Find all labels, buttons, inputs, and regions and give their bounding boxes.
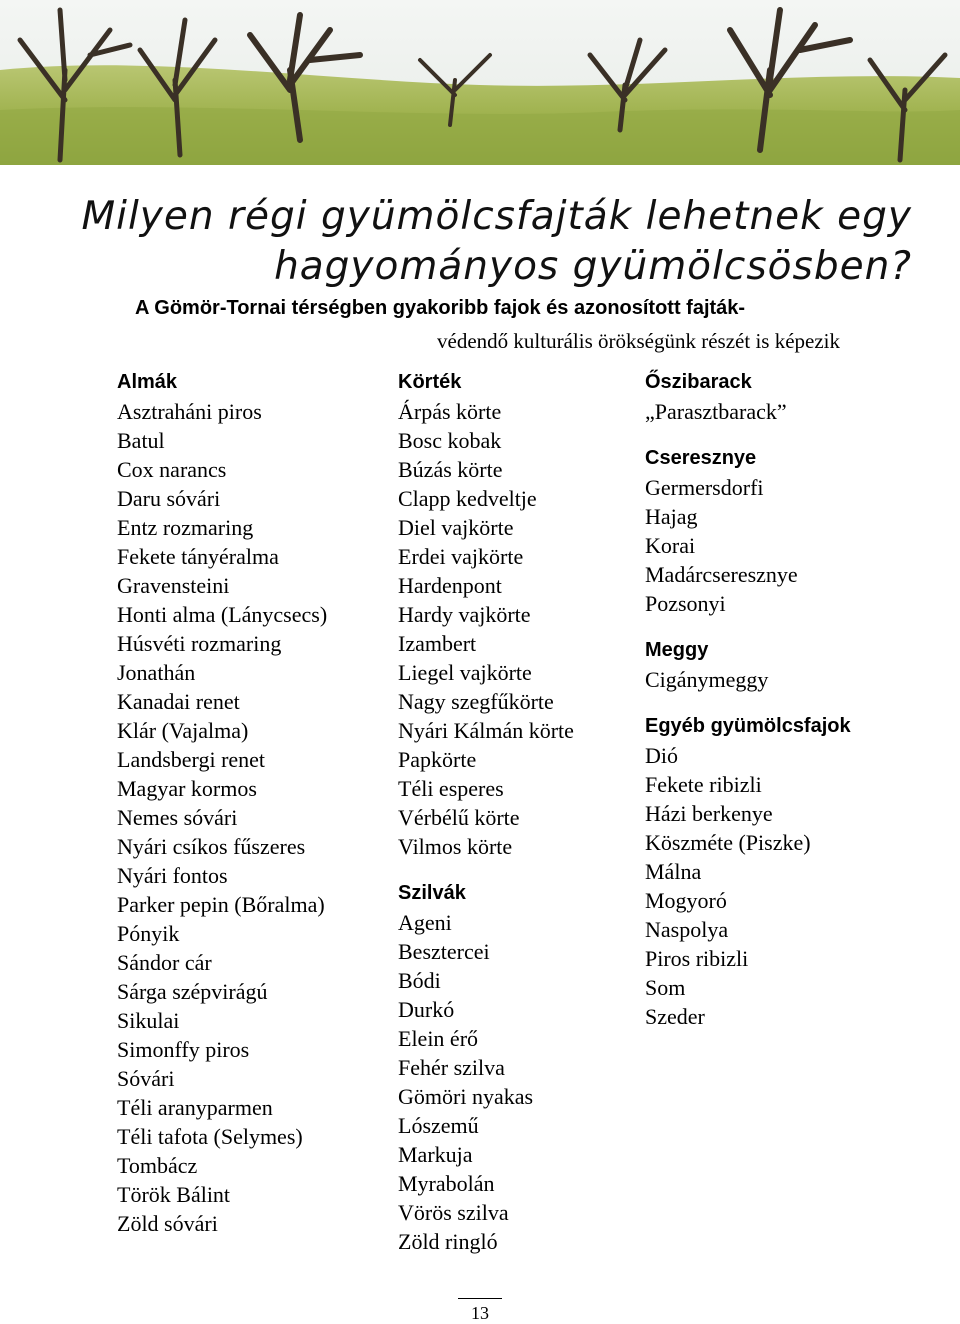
variety-item: Házi berkenye: [645, 801, 773, 826]
variety-list: [398, 908, 638, 1256]
variety-item: Besztercei: [398, 939, 490, 964]
variety-item: Fehér szilva: [398, 1055, 505, 1080]
variety-item: Hardenpont: [398, 573, 502, 598]
subtitle-line-1: A Gömör-Tornai térségben gyakoribb fajok és azonosított fajták-: [135, 297, 746, 319]
variety-item: Sikulai: [117, 1008, 180, 1033]
variety-item: Vérbélű körte: [398, 805, 520, 830]
section-heading: Őszibarack: [645, 371, 752, 393]
variety-list: [117, 397, 387, 1238]
variety-item: Landsbergi renet: [117, 747, 266, 772]
variety-item: Pozsonyi: [645, 591, 726, 616]
variety-list: [645, 473, 905, 618]
variety-item: Téli esperes: [398, 776, 504, 801]
variety-item: Daru sóvári: [117, 486, 221, 511]
variety-item: Erdei vajkörte: [398, 544, 524, 569]
variety-item: Nyári fontos: [117, 863, 228, 888]
variety-item: Gravensteini: [117, 573, 230, 598]
variety-item: Bódi: [398, 968, 441, 993]
variety-item: Magyar kormos: [117, 776, 257, 801]
variety-item: Pónyik: [117, 921, 180, 946]
variety-item: Sóvári: [117, 1066, 175, 1091]
variety-item: Honti alma (Lánycsecs): [117, 602, 328, 627]
column-2: [398, 368, 638, 1274]
variety-item: Sándor cár: [117, 950, 212, 975]
variety-item: Markuja: [398, 1142, 473, 1167]
fruit-section: [645, 636, 905, 694]
section-heading: Szilvák: [398, 882, 466, 904]
variety-list: [398, 397, 638, 861]
variety-item: Szeder: [645, 1004, 705, 1029]
variety-item: Nyári csíkos fűszeres: [117, 834, 306, 859]
variety-item: Cigánymeggy: [645, 667, 769, 692]
fruit-section: [645, 368, 905, 426]
variety-list: [645, 665, 905, 694]
variety-item: Hardy vajkörte: [398, 602, 531, 627]
variety-item: Asztraháni piros: [117, 399, 262, 424]
variety-item: Fekete ribizli: [645, 772, 762, 797]
variety-item: Téli aranyparmen: [117, 1095, 273, 1120]
variety-list: [645, 397, 905, 426]
variety-item: Elein érő: [398, 1026, 479, 1051]
column-1: [117, 368, 387, 1256]
variety-item: Hajag: [645, 504, 698, 529]
variety-item: „Parasztbarack”: [645, 399, 787, 424]
variety-item: Som: [645, 975, 686, 1000]
variety-item: Klár (Vajalma): [117, 718, 249, 743]
variety-item: Durkó: [398, 997, 455, 1022]
variety-item: Nagy szegfűkörte: [398, 689, 554, 714]
variety-item: Parker pepin (Bőralma): [117, 892, 325, 917]
variety-item: Cox narancs: [117, 457, 227, 482]
variety-item: Nemes sóvári: [117, 805, 238, 830]
fruit-section: [117, 368, 387, 1238]
page-number: 13: [458, 1298, 502, 1324]
fruit-section: [645, 712, 905, 1031]
variety-item: Dió: [645, 743, 678, 768]
variety-item: Madárcseresznye: [645, 562, 798, 587]
variety-item: Árpás körte: [398, 399, 502, 424]
variety-item: Bosc kobak: [398, 428, 502, 453]
variety-item: Téli tafota (Selymes): [117, 1124, 303, 1149]
orchard-photo-icon: [0, 0, 960, 165]
section-heading: Egyéb gyümölcsfajok: [645, 715, 851, 737]
variety-list: [645, 741, 905, 1031]
variety-item: Ageni: [398, 910, 452, 935]
fruit-section: [398, 368, 638, 861]
variety-item: Török Bálint: [117, 1182, 231, 1207]
variety-item: Zöld ringló: [398, 1229, 498, 1254]
variety-item: Clapp kedveltje: [398, 486, 537, 511]
variety-item: Papkörte: [398, 747, 477, 772]
variety-item: Húsvéti rozmaring: [117, 631, 282, 656]
variety-item: Búzás körte: [398, 457, 503, 482]
subtitle-line-2: védendő kulturális örökségünk részét is képezik: [437, 329, 840, 353]
variety-item: Vörös szilva: [398, 1200, 509, 1225]
variety-item: Batul: [117, 428, 165, 453]
variety-item: Jonathán: [117, 660, 196, 685]
variety-item: Gömöri nyakas: [398, 1084, 534, 1109]
variety-item: Simonffy piros: [117, 1037, 250, 1062]
variety-item: Tombácz: [117, 1153, 198, 1178]
section-heading: Cseresznye: [645, 447, 757, 469]
variety-item: Mogyoró: [645, 888, 727, 913]
variety-item: Nyári Kálmán körte: [398, 718, 574, 743]
variety-item: Vilmos körte: [398, 834, 513, 859]
variety-item: Myrabolán: [398, 1171, 495, 1196]
section-heading: Meggy: [645, 639, 709, 661]
variety-item: Zöld sóvári: [117, 1211, 218, 1236]
variety-item: Izambert: [398, 631, 477, 656]
fruit-section: [645, 444, 905, 618]
variety-item: Sárga szépvirágú: [117, 979, 268, 1004]
variety-item: Lószemű: [398, 1113, 479, 1138]
page-title: Milyen régi gyümölcsfajták lehetnek egy hagyományos gyümölcsösben?: [81, 194, 912, 289]
variety-item: Germersdorfi: [645, 475, 764, 500]
orchard-banner-image: [0, 0, 960, 165]
variety-item: Málna: [645, 859, 702, 884]
variety-item: Kanadai renet: [117, 689, 240, 714]
variety-item: Korai: [645, 533, 696, 558]
section-heading: Körték: [398, 371, 462, 393]
column-3: [645, 368, 905, 1049]
fruit-section: [398, 879, 638, 1256]
variety-item: Entz rozmaring: [117, 515, 254, 540]
section-heading: Almák: [117, 371, 178, 393]
variety-item: Fekete tányéralma: [117, 544, 279, 569]
variety-item: Diel vajkörte: [398, 515, 514, 540]
variety-item: Naspolya: [645, 917, 729, 942]
variety-item: Liegel vajkörte: [398, 660, 532, 685]
variety-item: Piros ribizli: [645, 946, 749, 971]
variety-item: Köszméte (Piszke): [645, 830, 811, 855]
